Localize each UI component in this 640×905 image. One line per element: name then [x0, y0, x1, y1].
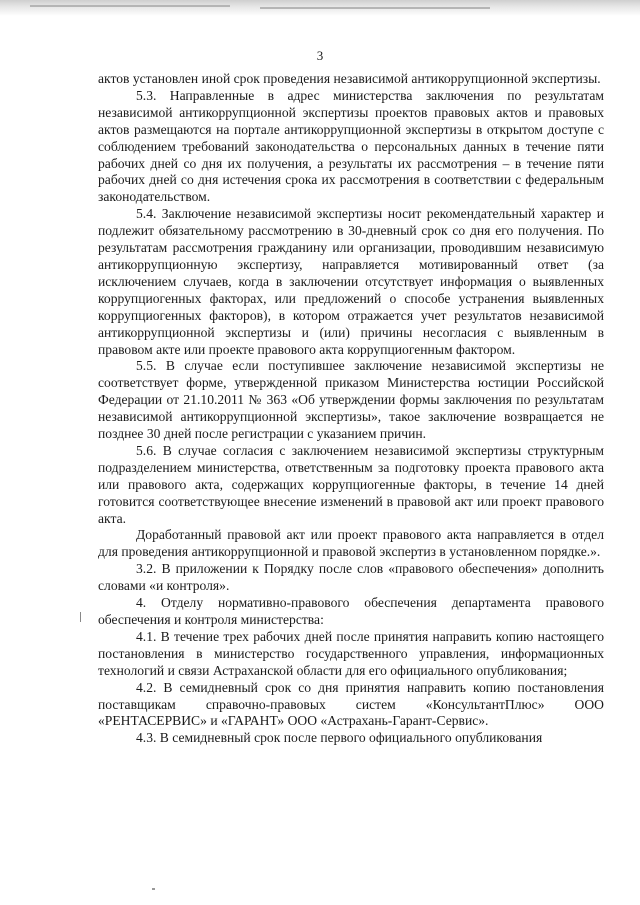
- paragraph-4: 4. Отделу нормативно-правового обеспечения департамента правового обеспечения и контроля министерства:: [98, 595, 604, 627]
- paragraph-5-6: 5.6. В случае согласия с заключением независимой экспертизы структурным подразделением министерства, ответственным за подготовку проекта правового акта или правового акта, содержащих коррупциогенные факторы, в течение 14 дней готовится соответствующее внесение изменений в правовой акт или проект правового акта.: [98, 442, 604, 526]
- paragraph-revised-act: Доработанный правовой акт или проект правового акта направляется в отдел для проведения антикоррупционной и правовой экспертиз в установленном порядке.».: [98, 527, 604, 560]
- paragraph-4-2: 4.2. В семидневный срок со дня принятия направить копию постановления поставщикам справочно-правовых систем «КонсультантПлюс» ООО «РЕНТАСЕРВИС» и «ГАРАНТ» ООО «Астрахань-Гарант-Сервис».: [98, 679, 604, 729]
- scan-speck: [152, 888, 155, 890]
- page-number: 3: [316, 48, 324, 63]
- paragraph-3-2: 3.2. В приложении к Порядку после слов «правового обеспечения» дополнить словами «и контроля».: [98, 561, 604, 594]
- paragraph-5-4: 5.4. Заключение независимой экспертизы носит рекомендательный характер и подлежит обязательному рассмотрению в 30-дневный срок со дня его получения. По результатам рассмотрения гражданину или организации, проводившим независимую антикоррупционную экспертизу, направляется мотивированный ответ (за исключением случаев, когда в заключении отсутствует информация о выявленных коррупциогенных факторах, или предложений о способе устранения выявленных коррупциогенных факторов), в котором отражается учет результатов независимой антикоррупционной экспертизы и (или) причины несогласия с выявленным в правовом акте или проекте правового акта коррупциогенным фактором.: [98, 206, 604, 357]
- scan-streak: [30, 5, 230, 7]
- paragraph-continuation: актов установлен иной срок проведения независимой антикоррупционной экспертизы.: [98, 71, 601, 86]
- paragraph-4-1: 4.1. В течение трех рабочих дней после принятия направить копию настоящего постановления в министерство государственного управления, информационных технологий и связи Астраханской области для его официального опубликования;: [98, 628, 604, 678]
- scan-streak: [260, 7, 490, 9]
- document-body: [98, 71, 604, 747]
- paragraph-4-3: 4.3. В семидневный срок после первого официального опубликования: [136, 730, 543, 746]
- margin-mark: [80, 612, 81, 622]
- paragraph-5-5: 5.5. В случае если поступившее заключение независимой экспертизы не соответствует форме, утвержденной приказом Министерства юстиции Российской Федерации от 21.10.2011 № 363 «Об утверждении формы заключения по результатам независимой антикоррупционной экспертизы», такое заключение возвращается не позднее 30 дней после регистрации с указанием причин.: [98, 358, 604, 442]
- paragraph-5-3: 5.3. Направленные в адрес министерства заключения по результатам независимой антикоррупционной экспертизы проектов правовых актов и правовых актов размещаются на портале антикоррупционной экспертизы в открытом доступе с соблюдением требований законодательства о персональных данных в течение пяти рабочих дней со дня их получения, а результаты их рассмотрения – в течение пяти рабочих дней со дня истечения срока их рассмотрения в соответствии с федеральным законодательством.: [98, 87, 604, 205]
